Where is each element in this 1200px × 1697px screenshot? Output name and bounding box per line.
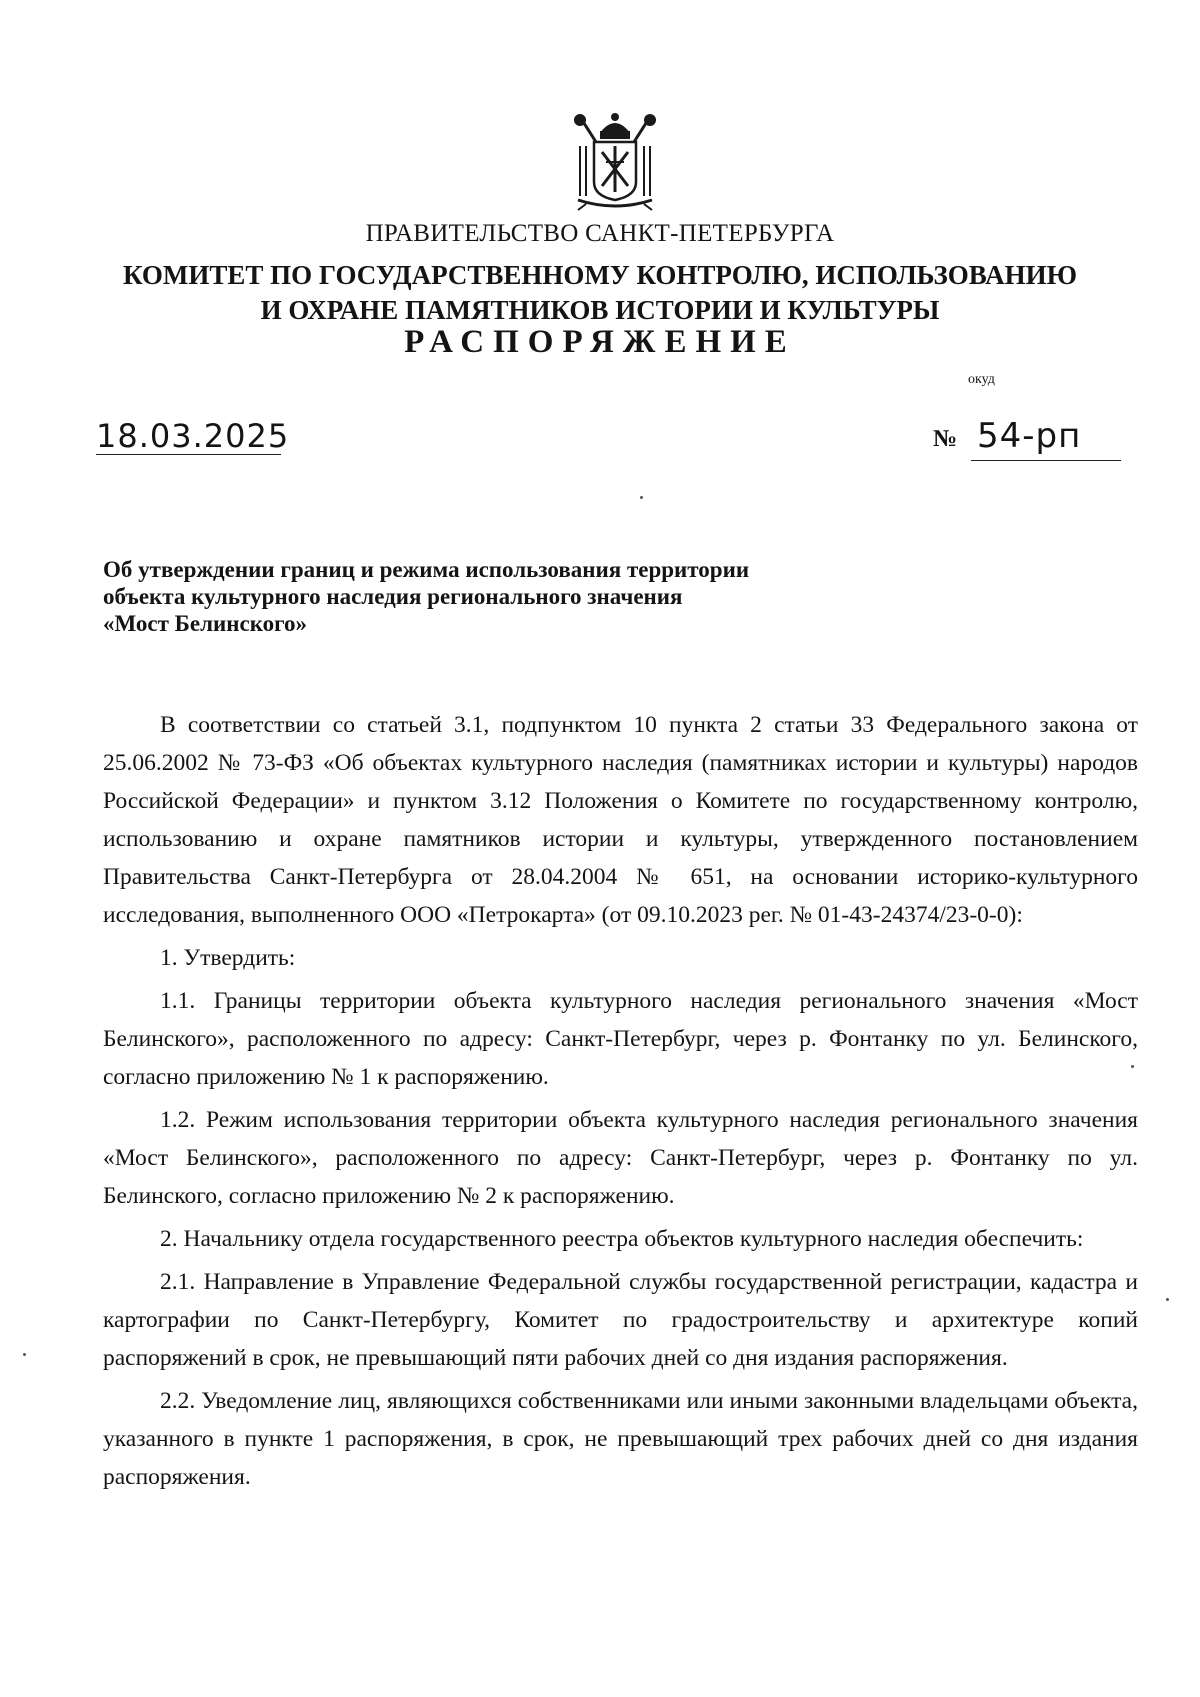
committee-line-2: И ОХРАНЕ ПАМЯТНИКОВ ИСТОРИИ И КУЛЬТУРЫ xyxy=(260,295,940,325)
number-underline xyxy=(971,460,1121,461)
document-number xyxy=(933,416,1113,460)
subject-line-2: объекта культурного наследия регионального значения xyxy=(103,584,683,609)
paragraph-item-2: 2. Начальнику отдела государственного реестра объектов культурного наследия обеспечить: xyxy=(160,1226,1084,1252)
government-name: ПРАВИТЕЛЬСТВО САНКТ-ПЕТЕРБУРГА xyxy=(365,220,835,247)
okud-label: окуд xyxy=(968,372,995,387)
document-date: 18.03.2025 xyxy=(96,417,290,455)
coat-of-arms-icon xyxy=(568,112,662,212)
document-subject xyxy=(103,556,823,637)
paragraph-item-2-2: 2.2. Уведомление лиц, являющихся собственниками или иными законными владельцами объекта, указанного в пункте 1 распоряжения, в срок, не превышающий трех рабочих дней со дня издания распоряжения. xyxy=(103,1388,1138,1490)
scan-speck xyxy=(640,496,643,499)
scan-speck xyxy=(1166,1298,1169,1301)
subject-line-3: «Мост Белинского» xyxy=(103,611,308,636)
paragraph-item-1-2: 1.2. Режим использования территории объекта культурного наследия регионального значения «Мост Белинского», расположенного по адресу: Санкт-Петербург, через р. Фонтанку по ул. Белинского, согласно приложению № 2 к распоряжению. xyxy=(103,1107,1138,1209)
subject-line-1: Об утверждении границ и режима использования территории xyxy=(103,557,750,582)
document-body xyxy=(103,706,1138,1496)
number-value: 54-рп xyxy=(977,416,1082,456)
paragraph-item-2-1: 2.1. Направление в Управление Федеральной службы государственной регистрации, кадастра и картографии по Санкт-Петербургу, Комитет по градостроительству и архитектуре копий распоряжений в срок, не превышающий пяти рабочих дней со дня издания распоряжения. xyxy=(103,1269,1138,1371)
scan-speck xyxy=(1131,1065,1134,1068)
paragraph-item-1-1: 1.1. Границы территории объекта культурного наследия регионального значения «Мост Белинского», расположенного по адресу: Санкт-Петербург, через р. Фонтанку по ул. Белинского, согласно приложению № 1 к распоряжению. xyxy=(103,988,1138,1090)
paragraph-preamble: В соответствии со статьей 3.1, подпунктом 10 пункта 2 статьи 33 Федерального закона от 25.06.2002 № 73-ФЗ «Об объектах культурного наследия (памятниках истории и культуры) народов Российской Федерации» и пунктом 3.12 Положения о Комитете по государственному контролю, использованию и охране памятников истории и культуры, утвержденного постановлением Правительства Санкт-Петербурга от 28.04.2004 № 651, на основании историко-культурного исследования, выполненного ООО «Петрокарта» (от 09.10.2023 рег. № 01-43-24374/23-0-0): xyxy=(103,712,1138,928)
committee-name xyxy=(0,258,1200,328)
document-type: РАСПОРЯЖЕНИЕ xyxy=(404,324,796,360)
scan-speck xyxy=(23,1353,26,1356)
paragraph-item-1: 1. Утвердить: xyxy=(160,945,296,971)
number-sign: № xyxy=(933,426,958,452)
committee-line-1: КОМИТЕТ ПО ГОСУДАРСТВЕННОМУ КОНТРОЛЮ, ИСПОЛЬЗОВАНИЮ xyxy=(123,260,1077,290)
